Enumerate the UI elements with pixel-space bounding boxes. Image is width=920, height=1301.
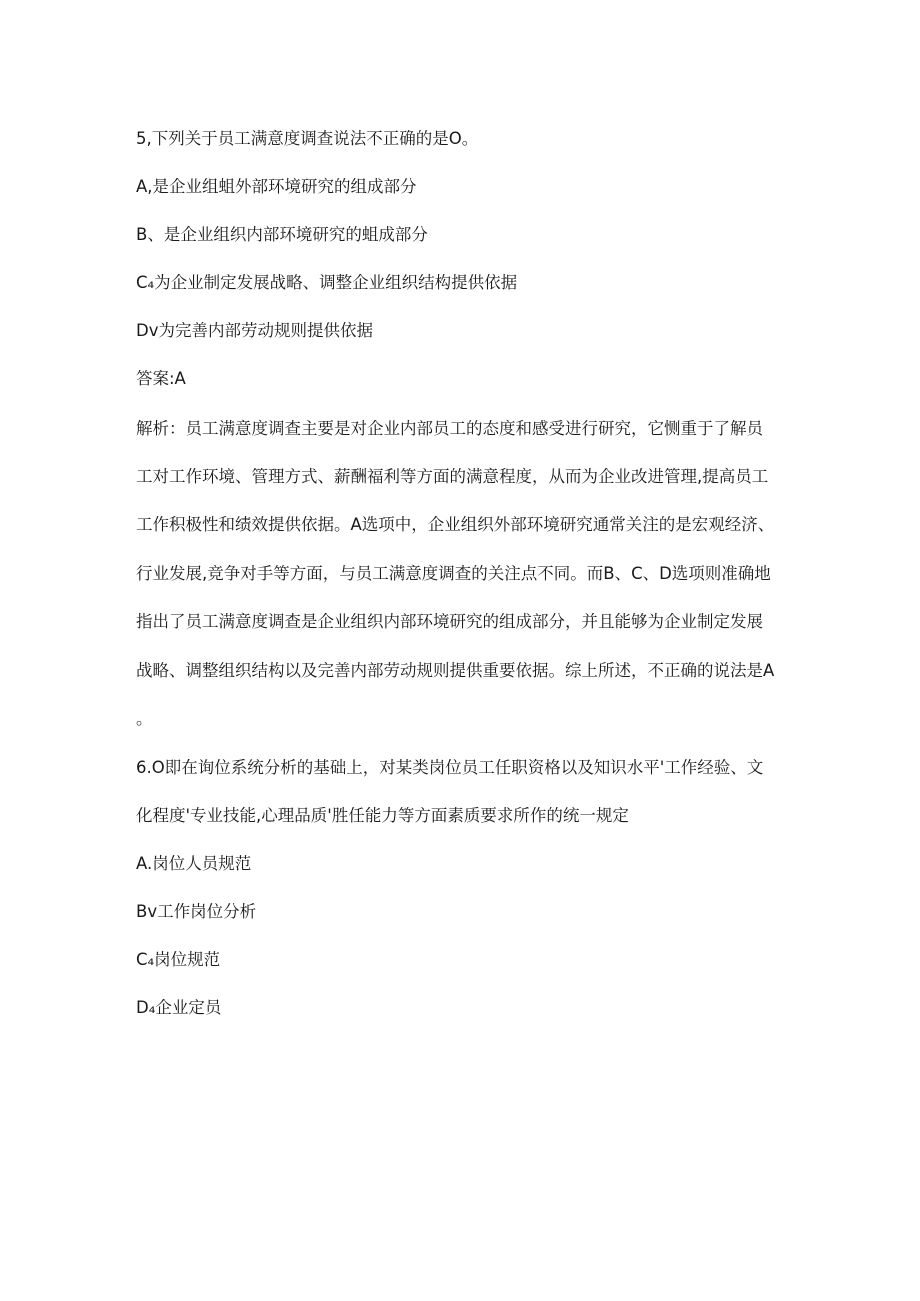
question-6-text-line: 6.O即在询位系统分析的基础上，对某类岗位员工任职资格以及知识水平'工作经验、文: [136, 758, 764, 777]
question-6-option-b: Bv工作岗位分析: [136, 902, 257, 921]
question-6-text-line: 化程度'专业技能,心理品质'胜任能力等方面素质要求所作的统一规定: [136, 806, 629, 825]
question-5-analysis-line: 指出了员工满意度调查是企业组织内部环境研究的组成部分，并且能够为企业制定发展: [136, 612, 763, 631]
question-5-analysis-line: 战略、调整组织结构以及完善内部劳动规则提供重要依据。综上所述，不正确的说法是A: [136, 661, 775, 680]
question-5-analysis-line: 行业发展,竞争对手等方面，与员工满意度调查的关注点不同。而B、C、D选项则准确地: [136, 564, 771, 583]
question-5-option-c: C₄为企业制定发展战略、调整企业组织结构提供依据: [136, 273, 518, 292]
question-5-analysis-line: 。: [136, 709, 153, 728]
question-6-option-d: D₄企业定员: [136, 998, 222, 1017]
question-5-text: 5,下列关于员工满意度调查说法不正确的是O。: [136, 129, 479, 148]
question-5-analysis-line: 解析：员工满意度调查主要是对企业内部员工的态度和感受进行研究，它恻重于了解员: [136, 419, 763, 438]
question-5-option-b: B、是企业组织内部环境研究的蛆成部分: [136, 225, 428, 244]
question-5-analysis-line: 工作积极性和绩效提供依据。A选项中，企业组织外部环境研究通常关注的是宏观经济、: [136, 515, 775, 534]
question-5-answer: 答案:A: [136, 369, 186, 388]
question-6-option-a: A.岗位人员规范: [136, 854, 252, 873]
question-6-option-c: C₄岗位规范: [136, 950, 221, 969]
question-5-option-d: Dv为完善内部劳动规则提供依据: [136, 321, 373, 340]
question-5-option-a: A,是企业组蛆外部环境研究的组成部分: [136, 177, 417, 196]
question-5-analysis-line: 工对工作环境、管理方式、薪酬福利等方面的满意程度，从而为企业改进管理,提高员工: [136, 467, 769, 486]
